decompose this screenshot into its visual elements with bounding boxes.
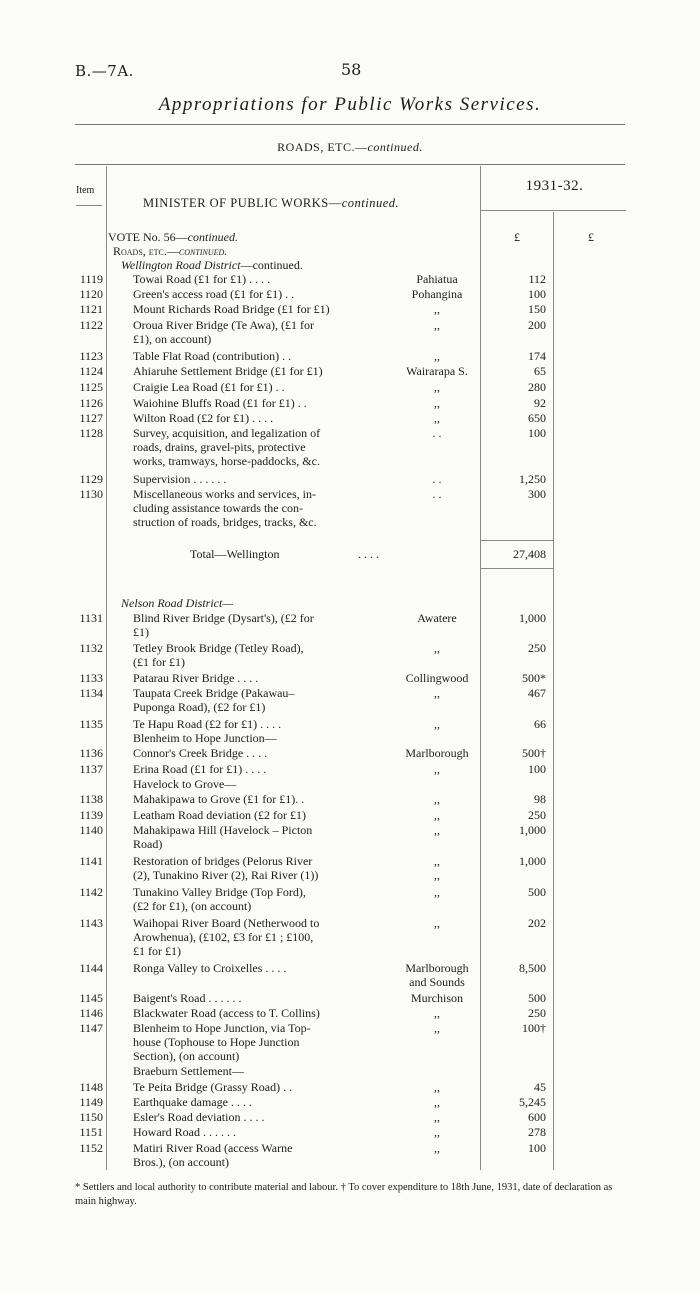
item-description-continued: Section), (on account) [133,1049,240,1063]
item-amount: 300 [528,487,546,501]
item-description: Matiri River Road (access Warne [133,1141,293,1155]
item-number: 1141 [79,854,103,868]
item-amount: 100 [528,426,546,440]
item-location: ,, [434,1021,440,1035]
item-number: 1145 [79,991,103,1005]
item-location: ,, [434,686,440,700]
item-location: ,, [434,641,440,655]
total-bottom-rule [480,568,553,569]
item-amount: 280 [528,380,546,394]
item-amount: 45 [534,1080,546,1094]
item-number: 1147 [79,1021,103,1035]
item-amount: 600 [528,1110,546,1124]
item-amount: 100 [528,1141,546,1155]
item-number: 1152 [79,1141,103,1155]
item-amount: 250 [528,808,546,822]
item-description-continued: struction of roads, bridges, tracks, &c. [133,515,317,529]
item-amount: 650 [528,411,546,425]
item-description: Te Hapu Road (£2 for £1) . . . . [133,717,282,731]
item-number: 1143 [79,916,103,930]
item-description: Survey, acquisition, and legalization of [133,426,321,440]
item-number: 1137 [79,762,103,776]
item-description: Tunakino Valley Bridge (Top Ford), [133,885,306,899]
item-description: Mahakipawa to Grove (£1 for £1). . [133,792,305,806]
roads-heading: Roads, etc.—continued. [113,244,228,258]
item-location: Murchison [411,991,463,1005]
item-location: ,, [434,885,440,899]
item-location: ,, [434,349,440,363]
item-description-continued: Puponga Road), (£2 for £1) [133,700,266,714]
item-location: ,, [434,396,440,410]
item-location: Marlborough [405,961,469,975]
item-location: ,, [434,1125,440,1139]
item-description: Te Peita Bridge (Grassy Road) . . [133,1080,293,1094]
item-description-continued: house (Tophouse to Hope Junction [133,1035,300,1049]
item-number: 1146 [79,1006,103,1020]
item-location: ,, [434,302,440,316]
item-description: Miscellaneous works and services, in- [133,487,316,501]
subtitle-rule [75,164,625,165]
item-description-continued: Arowhenua), (£102, £3 for £1 ; £100, [133,930,314,944]
item-number: 1120 [79,287,103,301]
item-description: Craigie Lea Road (£1 for £1) . . [133,380,285,394]
item-location: Awatere [417,611,457,625]
item-location: ,, [434,762,440,776]
item-amount: 5,245 [519,1095,546,1109]
item-description: Connor's Creek Bridge . . . . [133,746,268,760]
page-number: 58 [341,60,362,79]
item-number: 1144 [79,961,103,975]
item-description: Towai Road (£1 for £1) . . . . [133,272,271,286]
item-number: 1119 [79,272,103,286]
item-amount: 500 [528,885,546,899]
item-description: Blind River Bridge (Dysart's), (£2 for [133,611,314,625]
item-description-continued: £1) [133,625,149,639]
year-column-header: 1931-32. [525,178,584,194]
item-location: Pahiatua [416,272,458,286]
item-amount: 1,000 [519,854,546,868]
item-location: ,, [434,1141,440,1155]
item-amount: 100 [528,762,546,776]
item-description: Blenheim to Hope Junction, via Top- [133,1021,311,1035]
vote-heading: VOTE No. 56—continued. [108,230,238,244]
item-number: 1122 [79,318,103,332]
item-description: Blackwater Road (access to T. Collins) [133,1006,320,1020]
item-location: ,, [434,318,440,332]
item-location: . . [432,487,442,501]
item-number: 1127 [79,411,103,425]
item-location: ,, [434,1080,440,1094]
item-number: 1150 [79,1110,103,1124]
nelson-district-heading: Nelson Road District— [121,596,234,610]
item-description: Baigent's Road . . . . . . [133,991,242,1005]
item-description: Erina Road (£1 for £1) . . . . [133,762,267,776]
item-amount: 92 [534,396,546,410]
item-description: Leatham Road deviation (£2 for £1) [133,808,306,822]
item-amount: 500† [522,746,546,760]
item-number: 1142 [79,885,103,899]
item-description: Mount Richards Road Bridge (£1 for £1) [133,302,330,316]
item-amount: 112 [528,272,546,286]
item-description: Waiohine Bluffs Road (£1 for £1) . . [133,396,307,410]
item-description: Supervision . . . . . . [133,472,227,486]
item-description: Green's access road (£1 for £1) . . [133,287,295,301]
amount-column-divider [553,212,554,1170]
item-amount: 278 [528,1125,546,1139]
item-location-continued: and Sounds [409,975,465,989]
item-location: ,, [434,717,440,731]
sub-heading: Havelock to Grove— [133,777,237,791]
item-location: ,, [434,792,440,806]
item-description: Esler's Road deviation . . . . [133,1110,265,1124]
item-description: Mahakipawa Hill (Havelock – Picton [133,823,313,837]
item-location: . . [432,426,442,440]
pound-symbol-1: £ [514,230,520,244]
item-location: ,, [434,380,440,394]
item-number: 1134 [79,686,103,700]
item-amount: 100† [522,1021,546,1035]
total-leader-dots: . . . . [358,547,379,561]
item-number: 1135 [79,717,103,731]
item-number: 1124 [79,364,103,378]
sub-heading: Blenheim to Hope Junction— [133,731,277,745]
item-description: Taupata Creek Bridge (Pakawau– [133,686,295,700]
item-amount: 250 [528,1006,546,1020]
item-description: Wilton Road (£2 for £1) . . . . [133,411,274,425]
item-description-continued: cluding assistance towards the con- [133,501,303,515]
item-description: Patarau River Bridge . . . . [133,671,259,685]
item-location: ,, [434,854,440,868]
item-description-continued: Bros.), (on account) [133,1155,229,1169]
item-amount: 65 [534,364,546,378]
page-reference: B.—7A. [75,62,134,80]
item-location: ,, [434,1006,440,1020]
item-header-rule [76,205,102,206]
item-number: 1138 [79,792,103,806]
item-location: ,, [434,1110,440,1124]
item-description-continued: roads, drains, gravel-pits, protective [133,440,306,454]
item-amount: 174 [528,349,546,363]
item-location: . . [432,472,442,486]
item-number: 1136 [79,746,103,760]
page-title: Appropriations for Public Works Services. [158,94,542,115]
item-number: 1151 [79,1125,103,1139]
item-amount: 8,500 [519,961,546,975]
pound-symbol-2: £ [588,230,594,244]
item-number: 1128 [79,426,103,440]
item-amount: 500 [528,991,546,1005]
item-number: 1140 [79,823,103,837]
item-description-continued: works, tramways, horse-paddocks, &c. [133,454,320,468]
item-amount: 66 [534,717,546,731]
footnote: * Settlers and local authority to contribute material and labour. † To cover expenditure to 18th June, 1931, date of declaration as main highway. [75,1182,613,1207]
item-description: Tetley Brook Bridge (Tetley Road), [133,641,304,655]
item-description: Restoration of bridges (Pelorus River [133,854,313,868]
wellington-district-heading: Wellington Road District—continued. [121,258,303,272]
item-number: 1148 [79,1080,103,1094]
item-amount: 1,000 [519,611,546,625]
item-description-continued: (£1 for £1) [133,655,185,669]
item-amount: 467 [528,686,546,700]
item-number: 1121 [79,302,103,316]
item-amount: 250 [528,641,546,655]
item-number: 1149 [79,1095,103,1109]
item-number: 1131 [79,611,103,625]
item-description: Earthquake damage . . . . [133,1095,252,1109]
item-location: ,, [434,823,440,837]
item-location: Wairarapa S. [406,364,468,378]
item-number: 1132 [79,641,103,655]
item-description-continued: £1 for £1) [133,944,181,958]
item-amount: 100 [528,287,546,301]
item-number: 1125 [79,380,103,394]
item-column-header: Item [76,185,95,196]
item-number: 1130 [79,487,103,501]
total-top-rule [480,540,553,541]
item-location: ,, [434,808,440,822]
item-description: Howard Road . . . . . . [133,1125,236,1139]
item-description-continued: £1), on account) [133,332,212,346]
item-number: 1123 [79,349,103,363]
item-description-continued: (£2 for £1), (on account) [133,899,252,913]
item-number: 1139 [79,808,103,822]
item-location: Collingwood [405,671,469,685]
item-amount: 200 [528,318,546,332]
item-number: 1133 [79,671,103,685]
total-amount: 27,408 [513,547,546,561]
item-description-continued: (2), Tunakino River (2), Rai River (1)) [133,868,319,882]
year-header-rule [480,210,626,211]
minister-heading: MINISTER OF PUBLIC WORKS—continued. [143,196,400,210]
item-description: Waihopai River Board (Netherwood to [133,916,320,930]
item-description: Ronga Valley to Croixelles . . . . [133,961,287,975]
item-description: Table Flat Road (contribution) . . [133,349,292,363]
item-location: ,, [434,1095,440,1109]
item-amount: 500* [522,671,546,685]
sub-heading: Braeburn Settlement— [133,1064,244,1078]
item-amount: 1,000 [519,823,546,837]
item-description-continued: Road) [133,837,163,851]
item-location: Marlborough [405,746,469,760]
title-rule [75,124,625,125]
item-location: Pohangina [411,287,463,301]
item-amount: 202 [528,916,546,930]
item-number: 1129 [79,472,103,486]
item-number: 1126 [79,396,103,410]
item-description: Ahiaruhe Settlement Bridge (£1 for £1) [133,364,323,378]
item-amount: 1,250 [519,472,546,486]
item-location: ,, [434,411,440,425]
item-location: ,, [434,916,440,930]
total-label: Total—Wellington [190,547,280,561]
section-subtitle: ROADS, ETC.—continued. [277,140,423,154]
item-column-rule [106,166,107,1170]
item-amount: 150 [528,302,546,316]
item-location: ,, [434,868,440,882]
item-description: Oroua River Bridge (Te Awa), (£1 for [133,318,315,332]
item-amount: 98 [534,792,546,806]
